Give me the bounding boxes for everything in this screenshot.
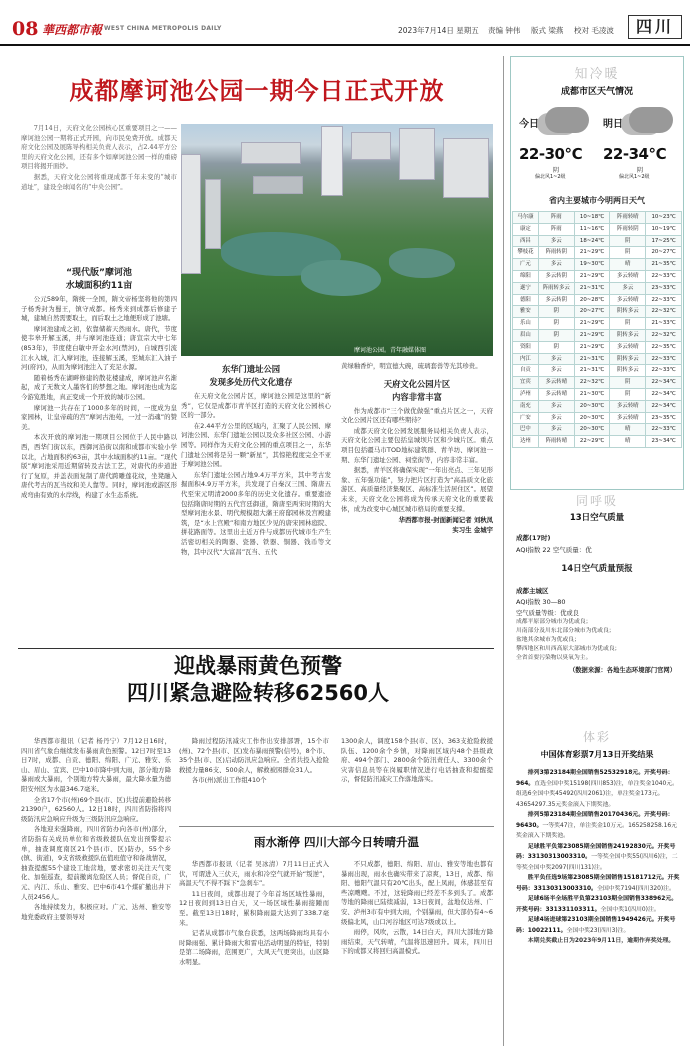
lottery-item-detail: 全国中奖1(四川0)注。 (600, 906, 660, 913)
today-temp: 22-30℃ (519, 145, 583, 163)
divider (179, 826, 494, 827)
weather-cell: 阴 (610, 247, 646, 259)
article3-col2 (341, 860, 493, 958)
weather-cell: 19~30℃ (574, 259, 610, 271)
article3-col1 (179, 860, 329, 969)
air-line: 成都平原部分城市为优或良； (516, 619, 592, 625)
weather-row (513, 388, 682, 400)
weather-cell: 多云 (538, 235, 574, 247)
subheading-mohechi (21, 267, 177, 293)
today-label: 今日 (519, 119, 539, 130)
air-lines (516, 618, 684, 663)
article1-col3 (341, 362, 493, 535)
weather-row (513, 377, 682, 389)
weather-cell: 晴 (610, 259, 646, 271)
weather-row (513, 247, 682, 259)
weather-cell: 21~33℃ (646, 318, 682, 330)
body-paragraph: 摩诃池建成之初，依靠储蓄天然雨水。唐代，节度使韦皋开解玉溪，并与摩诃池连通；唐宣宗大中七年(853年)，节度使白敏中开金水河(禁河)，自城西引流江水入城，汇入摩诃池，连接解玉溪，至城东汇入油子河(府河)，从而为摩诃池注入了充足水源。 (21, 324, 177, 372)
weather-cell: 遂宁 (513, 282, 539, 294)
body-paragraph: 公元589年，隋统一全国，隋文帝杨坚将他的第四子杨秀封为蜀王，镇守成都。杨秀来到成都后修建子城，建城自然需要取土，而后取土之地便形成了池塘。 (21, 295, 177, 323)
weather-cell: 17~25℃ (646, 235, 682, 247)
body-paragraph: 作为成都市“三个做优做强”重点片区之一，天府文化公园片区还有哪些期待？ (341, 406, 493, 425)
tomorrow-condition: 阴 (637, 167, 644, 174)
weather-cell: 21~31℃ (574, 353, 610, 365)
body-paragraph: 全省17个市(州)69个县(市、区)共提前避险转移21390户，62560人。12日18时，四川省防指将四级防汛应急响应升级为三级防汛应急响应。 (21, 795, 171, 823)
weather-row (513, 259, 682, 271)
subheading-tianfu (341, 378, 493, 404)
weather-cell: 多云转晴 (610, 270, 646, 282)
subheading-line: 水域面积约11亩 (65, 281, 133, 291)
weather-cell: 阵雨转阴 (610, 223, 646, 235)
lottery-item-detail: 全国中奖23(四川3)注。 (566, 927, 630, 934)
weather-cell: 23~33℃ (646, 282, 682, 294)
weather-row (513, 318, 682, 330)
weather-cell: 多云转晴 (538, 377, 574, 389)
cloud-icon (629, 107, 673, 133)
weather-cell: 多云 (610, 282, 646, 294)
body-paragraph: 降雨过程防汛减灾工作作出安排部署，15个市(州)、72个县(市、区)发布暴雨预警(信号)，8个市、35个县(市、区)启动防汛应急响应。全省共投入抢险救援力量86支、500余人，解救被困群众31人。 (179, 737, 329, 774)
issue-date: 2023年7月14日 星期五 (398, 26, 479, 35)
weather-row (513, 341, 682, 353)
lottery-item-detail: 本期兑奖截止日为2023年9月11日，逾期作弃奖处理。 (527, 938, 675, 944)
weather-row (513, 270, 682, 282)
park-aerial-photo (181, 124, 493, 356)
intern-credit: 实习生 金城宇 (452, 525, 493, 534)
body-paragraph: 各地持续发力，积极应对。广元、达州、雅安等地党委政府主要领导对 (21, 903, 171, 921)
body-paragraph: 摩诃池一共存在了1000多年的时间，一度成为皇家园林，让皇帝疏的宫“摩诃古池苑，一过一消魂”的赞美。 (21, 403, 177, 431)
article3-headline: 雨水渐停 四川大部今日转晴升温 (253, 835, 419, 849)
lottery-item (516, 768, 680, 810)
lottery-item-detail: 全国中奖7194(四川320)注。 (596, 885, 675, 892)
air-aqi-today: AQI指数 22 空气质量：优 (516, 546, 592, 554)
subheading-line: 天府文化公园片区 (383, 378, 451, 389)
weather-row (513, 329, 682, 341)
weather-row (513, 294, 682, 306)
weather-row (513, 365, 682, 377)
weather-row (513, 235, 682, 247)
weather-cell: 阴 (538, 341, 574, 353)
weather-cell: 多云转晴 (610, 294, 646, 306)
article2-col1 (21, 737, 171, 923)
weather-cell: 巴中 (513, 424, 539, 436)
weather-cell: 10~18℃ (574, 212, 610, 224)
sidebar-divider (503, 56, 504, 1046)
weather-cell: 22~32℃ (646, 306, 682, 318)
weather-cell: 20~30℃ (574, 412, 610, 424)
weather-cell: 22~34℃ (646, 377, 682, 389)
weather-cell: 阴 (610, 235, 646, 247)
weather-cell: 攀枝花 (513, 247, 539, 259)
weather-cell: 22~34℃ (646, 388, 682, 400)
lead-paragraph: 据悉，天府文化公园将重现成都千年未变的“城市道址”，建设全球闻名的“中央公园”。 (21, 172, 177, 191)
weather-row (513, 306, 682, 318)
tomorrow-temp: 22-34℃ (603, 145, 667, 163)
lottery-list (516, 768, 680, 947)
weather-row (513, 282, 682, 294)
weather-cell: 雅安 (513, 306, 539, 318)
weather-cell: 宜宾 (513, 377, 539, 389)
weather-cell: 多云转晴 (610, 341, 646, 353)
lottery-item-detail: 一等奖全国中奖55(四川6)注，二等奖全国中奖2097(四川131)注。 (516, 854, 678, 871)
weather-cell: 22~33℃ (646, 424, 682, 436)
weather-cell: 绵阳 (513, 270, 539, 282)
weather-cell: 德阳 (513, 294, 539, 306)
weather-title: 成都市区天气情况 (560, 87, 633, 97)
lottery-item-headline: 胜平负任选9场第23085期全国销售15181712元。开奖号码：33130313003310。 (516, 875, 680, 892)
body-paragraph: 成都天府文化公园发展服务局相关负责人表示，天府文化公园主要包括皇城坝片区和少城片区。重点项目包括疆马市TOD地标建筑群、青羊坊、摩诃池一期、东华门遗址公园、祠堂街等，内容非常丰富。 (341, 426, 493, 464)
body-paragraph: 随着杨秀在湖畔修建的散花楼建成，摩诃池声名渐起，成了无数文人墨客们的梦想之地。摩诃池也成为迄今游览胜地，真正变成一个开放的城市公园。 (21, 373, 177, 401)
weather-row (513, 436, 682, 448)
air-line: 川南部分及川东北部分城市为优或良； (516, 628, 615, 634)
weather-row (513, 353, 682, 365)
body-paragraph: 华西都市报讯（记者 吴冰清）7月11日正式入伏，可谓进入三伏天，雨水和冷空气就开始“叛逆”，高温天气不得不踩下“急刹车”。 (179, 860, 329, 888)
air-level: 空气质量等级：优或良 (516, 610, 579, 617)
weather-cell: 阴转多云 (610, 353, 646, 365)
weather-cell: 晴 (610, 424, 646, 436)
weather-cell: 22~29℃ (574, 436, 610, 448)
lottery-item (516, 936, 680, 947)
body-paragraph: 11日夜间，成都出现了今年首场区域性暴雨，12日夜间到13日白天，又一场区域性暴雨接踵而至。截至13日18时，累积降雨最大达到了338.7毫米。 (179, 889, 329, 927)
layout-credit: 版式 梁燕 (531, 26, 564, 35)
body-paragraph: 雨停，风吹，云散，14日白天，四川大部地方降雨结束，天气转晴，气温将迅速回升。周末，四川日下的成都又将回归高温模式。 (341, 928, 493, 956)
air-forecast-title: 14日空气质量预报 (561, 564, 633, 574)
weather-cell: 阵雨 (538, 223, 574, 235)
article1-col1 (21, 295, 177, 501)
subheading-donghuamen (193, 363, 309, 389)
lottery-item-headline: 排列3第23184期全国销售52532918元。开奖号码：964。 (516, 770, 674, 787)
weather-cell: 阵雨转晴 (610, 212, 646, 224)
subheading-line: “现代版”摩诃池 (66, 268, 132, 278)
weather-cell: 多云 (538, 412, 574, 424)
air-line: 全省首要污染物以臭氧为主。 (516, 655, 592, 661)
air-city-label: 成都(17时) (516, 534, 551, 542)
weather-row (513, 212, 682, 224)
weather-cell: 22~33℃ (646, 270, 682, 282)
body-paragraph: 各地迎来强降雨，四川省防办向各市(州)部分，省防指有关成员单位和省级救援队伍发出预警提示单，抽查调度南区21个县(市、区)防办，55个乡(镇、街道)，9支省级救援队伍值班值守和备战情况，抽查提醒55个建设工地营地，要求密切关注天气变化、加强巡查，提前撤离危险区人员；督促自贡，广元、内江、乐山、雅安、巴中6市41个煤矿撤出井下人员2456人。 (21, 825, 171, 901)
weather-cell: 阴转多云 (610, 306, 646, 318)
photo-caption: 摩诃池公园。青年融媒体图 (354, 347, 427, 354)
weather-cell: 阵雨 (538, 212, 574, 224)
air-title: 13日空气质量 (569, 513, 625, 523)
weather-cell: 阴转多云 (610, 329, 646, 341)
weather-cell: 多云转阴 (538, 294, 574, 306)
lottery-item-headline: 足球6场半全场胜平负第23103期全国销售338962元。开奖号码：331331103311。 (516, 896, 678, 913)
body-paragraph: 1300余人，调度158个县(市、区)、363支抢险救援队伍、1200余个乡镇，对降雨区域内48个县级政府、494个部门、2800余个防汛责任人、3300余个灾害信息员等在岗履职情况进行电话抽查和提醒提示，督促防汛减灾工作落地落实。 (341, 737, 493, 784)
weather-cell: 资阳 (513, 341, 539, 353)
tomorrow-wind: 偏北风1~2级 (619, 174, 650, 180)
air-aqi-forecast: AQI指数 30—80 (516, 598, 566, 606)
lottery-item (516, 873, 680, 894)
weather-cell: 21~29℃ (574, 318, 610, 330)
headline-line2: 四川紧急避险转移62560人 (126, 681, 390, 705)
article1-col2 (181, 392, 331, 558)
tomorrow-label: 明日 (603, 119, 623, 130)
weather-cell: 广元 (513, 259, 539, 271)
weather-table-title: 省内主要城市今明两日天气 (549, 196, 645, 205)
article2-headline (22, 653, 494, 707)
weather-cell: 多云 (538, 400, 574, 412)
newspaper-logo-en: WEST CHINA METROPOLIS DAILY (104, 25, 222, 32)
weather-cell: 多云 (538, 259, 574, 271)
body-paragraph: 黄绿釉香炉，明宣德大碗，琉璃套兽等光其珍贵。 (341, 362, 482, 370)
body-paragraph: 华西都市报讯（记者 杨丹宁）7月12日16时，四川省气象台继续发布暴雨黄色预警。12日7时至13日7时，成都、自贡、德阳、绵阳、广元、雅安、乐山、眉山、宜宾、巴中10市降中到大雨，部分地方降暴雨或大暴雨，个别地方特大暴雨，最大降水量为德阳安州区为水最346.7毫米。 (21, 737, 171, 793)
weather-cell: 21~29℃ (574, 341, 610, 353)
air-line: 攀西地区和川西高原大部城市为优或良； (516, 646, 621, 652)
body-paragraph: 据悉，青羊区将确保实现“一年出亮点、三年见形象、五年强功能”，努力把片区打造为“高品质文化旅游区、高质量经济集聚区、高标准生活居住区”。展望未来，天府文化公园将成为传承天府文化的重要载体，成为改变中心城区城市格局的重要支撑。 (341, 466, 493, 513)
lottery-item-detail: 一等奖47注，单注奖金10万元。165258258.16元奖金滚入下期奖池。 (516, 822, 678, 839)
weather-cell: 21~29℃ (574, 270, 610, 282)
weather-row (513, 412, 682, 424)
weather-cell: 21~31℃ (574, 365, 610, 377)
weather-cell: 多云转晴 (610, 412, 646, 424)
weather-cell: 泸州 (513, 388, 539, 400)
weather-cell: 阴 (538, 306, 574, 318)
weather-cell: 阵雨转多云 (538, 282, 574, 294)
weather-tomorrow (601, 101, 681, 183)
weather-watermark: 知冷暖 (574, 67, 620, 82)
weather-cell: 22~33℃ (646, 294, 682, 306)
weather-cell: 10~23℃ (646, 212, 682, 224)
weather-cell: 阴 (610, 377, 646, 389)
weather-cell: 22~33℃ (646, 353, 682, 365)
weather-cell: 晴 (610, 436, 646, 448)
subheading-line: 内容非常丰富 (392, 391, 442, 402)
subheading-line: 东华门遗址公园 (221, 364, 281, 374)
cloud-icon (545, 107, 589, 133)
article1-headline: 成都摩诃池公园一期今日正式开放 (69, 77, 445, 105)
divider (18, 648, 494, 649)
weather-cell: 阴 (610, 318, 646, 330)
newspaper-logo: 華西都市報 (42, 23, 103, 37)
article2-col2 (179, 737, 329, 787)
weather-cell: 22~34℃ (646, 400, 682, 412)
body-paragraph: 在2.44平方公里的区域内，汇聚了人民公园、摩诃池公园、东华门遗址公园以及众多社区公园、小游园等。同样作为天府文化公园的重点项目之一，东华门遗址公园将是另一颗“新星”，其惊艳程度完全不亚于摩诃池公园。 (181, 421, 331, 469)
weather-table (512, 211, 682, 448)
proof-credit: 校对 毛凌波 (574, 26, 614, 35)
headline-line1: 迎战暴雨黄色预警 (174, 654, 342, 678)
weather-cell: 康定 (513, 223, 539, 235)
lottery-item (516, 810, 680, 842)
weather-cell: 达州 (513, 436, 539, 448)
weather-cell: 阴 (538, 329, 574, 341)
weather-cell: 多云转晴 (538, 388, 574, 400)
weather-cell: 22~35℃ (646, 341, 682, 353)
weather-cell: 22~33℃ (646, 365, 682, 377)
subheading-line: 发现多处历代文化遗存 (209, 377, 293, 387)
lottery-watermark: 体彩 (582, 730, 611, 744)
weather-panel (510, 56, 684, 490)
lottery-item (516, 842, 680, 874)
weather-cell: 23~35℃ (646, 412, 682, 424)
air-urban-label: 成都主城区 (516, 587, 549, 595)
lottery-panel (510, 728, 684, 1044)
air-watermark: 同呼吸 (575, 494, 618, 508)
weather-cell: 多云转晴 (610, 400, 646, 412)
today-wind: 偏北风1~2级 (535, 174, 566, 180)
body-paragraph: 东华门遗址公园占地9.4万平方米，其中考古发掘面积4.9万平方米，共发现了自秦汉三国、隋唐五代至宋元明清2000多年的历史文化遗存。重要遗迹包括隋唐时期的五代宫廷御道，隋唐至两宋时期的大型摩诃池水景、明代规模超大藩王府邸园林及宫殿建筑，是“水上宫殿”和南方地区少见的唐宋园林庭院、拼花路面等。这里出土近万件与成都历代城市生产生活密切相关的陶器、瓷器、铁器、铜器、钱币等文物，其中汉代“大富昌”瓦当、五代 (181, 470, 331, 556)
weather-row (513, 400, 682, 412)
body-paragraph: 各市(州)派出工作组410个 (191, 776, 267, 785)
body-paragraph: 本次开放的摩诃池一期项目公园位于人民中路以西，西华门街以东，西御河沿街以南和成都市实验小学以北，占地面积约63亩，其中水域面积约11亩。“现代版”摩诃池采用近期留转及古法工艺，对唐代的步道进行了复原，并盖表面复制了唐代跨雕莲花纹，坐凳融入唐代考古的瓦当纹和美人靠等。同时，摩诃池或游区形成弯曲有致的水岸线，构建了水生态系统。 (21, 433, 177, 499)
weather-cell: 20~27℃ (646, 247, 682, 259)
weather-cell: 21~29℃ (574, 329, 610, 341)
today-condition: 阴 (553, 167, 560, 174)
weather-cell: 乐山 (513, 318, 539, 330)
weather-cell: 阴 (610, 388, 646, 400)
weather-cell: 阵雨转阴 (538, 247, 574, 259)
weather-cell: 广安 (513, 412, 539, 424)
air-quality-panel (510, 492, 684, 712)
lottery-item-headline: 排列5第23184期全国销售20170436元。开奖号码：96430。 (516, 812, 674, 829)
weather-cell: 自贡 (513, 365, 539, 377)
page-number: 08 (12, 18, 39, 40)
byline: 华西都市报-封面新闻记者 刘秋凤 (398, 516, 493, 525)
air-source: （数据来源：各地生态环境部门官网） (568, 667, 676, 674)
weather-cell: 南充 (513, 400, 539, 412)
page-header (0, 0, 690, 46)
article1-lead (21, 124, 177, 193)
weather-today (517, 101, 597, 183)
editor-credit: 责编 钟伟 (488, 26, 521, 35)
weather-cell: 阴转多云 (610, 365, 646, 377)
body-paragraph: 在天府文化公园片区，摩诃池公园是这里的“新秀”，它仅是成都市青羊区打造的天府文化公园核心区的一部分。 (181, 392, 331, 420)
lottery-item-headline: 足球4场进球第23103期全国销售1949426元。开奖号码：10022111。 (516, 917, 676, 934)
section-label: 四川 (628, 15, 682, 39)
weather-cell: 阴 (538, 318, 574, 330)
weather-cell: 多云 (538, 424, 574, 436)
weather-cell: 21~30℃ (574, 388, 610, 400)
lottery-item-detail: 直选全国中奖15198(四川853)注，单注奖金1040元。组选6全国中奖45492(四川2061)注，单注奖金173元。43654297.35元奖金滚入下期奖池。 (516, 780, 679, 808)
weather-cell: 多云 (538, 353, 574, 365)
lead-paragraph: 7月14日，天府文化公园核心区重要项目之一——摩诃池公园一期将正式开园，向市民免费开放。成都天府文化公园及展陈导构相关负责人表示，占2.44平方公里的天府文化公园，还有多个如摩诃池公园一样的重磅项目将揭开面纱。 (21, 124, 177, 171)
lottery-title: 中国体育彩票7月13日开奖结果 (540, 750, 654, 759)
article2-col3 (341, 737, 493, 785)
weather-row (513, 424, 682, 436)
weather-cell: 21~35℃ (646, 259, 682, 271)
weather-cell: 22~32℃ (574, 377, 610, 389)
weather-cell: 11~16℃ (574, 223, 610, 235)
lottery-item-headline: 足球胜平负第23085期全国销售24192830元。开奖号码：33130313003310。 (516, 843, 676, 860)
weather-cell: 18~24℃ (574, 235, 610, 247)
weather-cell: 眉山 (513, 329, 539, 341)
air-line: 盆地其余城市为优或良； (516, 637, 580, 643)
weather-cell: 10~19℃ (646, 223, 682, 235)
weather-cell: 20~28℃ (574, 294, 610, 306)
weather-cell: 21~31℃ (574, 282, 610, 294)
weather-cell: 多云 (538, 365, 574, 377)
weather-row (513, 223, 682, 235)
weather-cell: 22~32℃ (646, 329, 682, 341)
lottery-item (516, 894, 680, 915)
weather-cell: 西昌 (513, 235, 539, 247)
weather-cell: 阵雨转晴 (538, 436, 574, 448)
body-paragraph: 记者从成都市气象台获悉，这两场降雨均具有小时降雨强、累计降雨大和雷电活动明显的特征，特别是第二场降雨，范围更广，大风天气更突出，山区降水明显。 (179, 929, 329, 966)
weather-cell: 23~34℃ (646, 436, 682, 448)
weather-cell: 20~27℃ (574, 306, 610, 318)
weather-cell: 21~29℃ (574, 247, 610, 259)
weather-cell: 马尔康 (513, 212, 539, 224)
weather-cell: 多云转阴 (538, 270, 574, 282)
body-paragraph: 不只成都，德阳、绵阳、眉山、雅安等地也都有暴雨出现，雨水也确实带来了凉爽，13日，成都、绵阳、德阳气温只有20℃出头，配上凤雨，体感甚至有些凉飕飕。不过，这轮降雨已经差不多到头了。成都等地的降雨已陆续减弱，13日夜间，盆地仅达州、广安、泸州3市有中到大雨，个别暴雨，但大部仍有4~6级偏北风，山口河谷地区可达7级或以上。 (341, 860, 493, 926)
lottery-item (516, 915, 680, 936)
weather-cell: 内江 (513, 353, 539, 365)
weather-cell: 20~30℃ (574, 424, 610, 436)
weather-cell: 20~30℃ (574, 400, 610, 412)
